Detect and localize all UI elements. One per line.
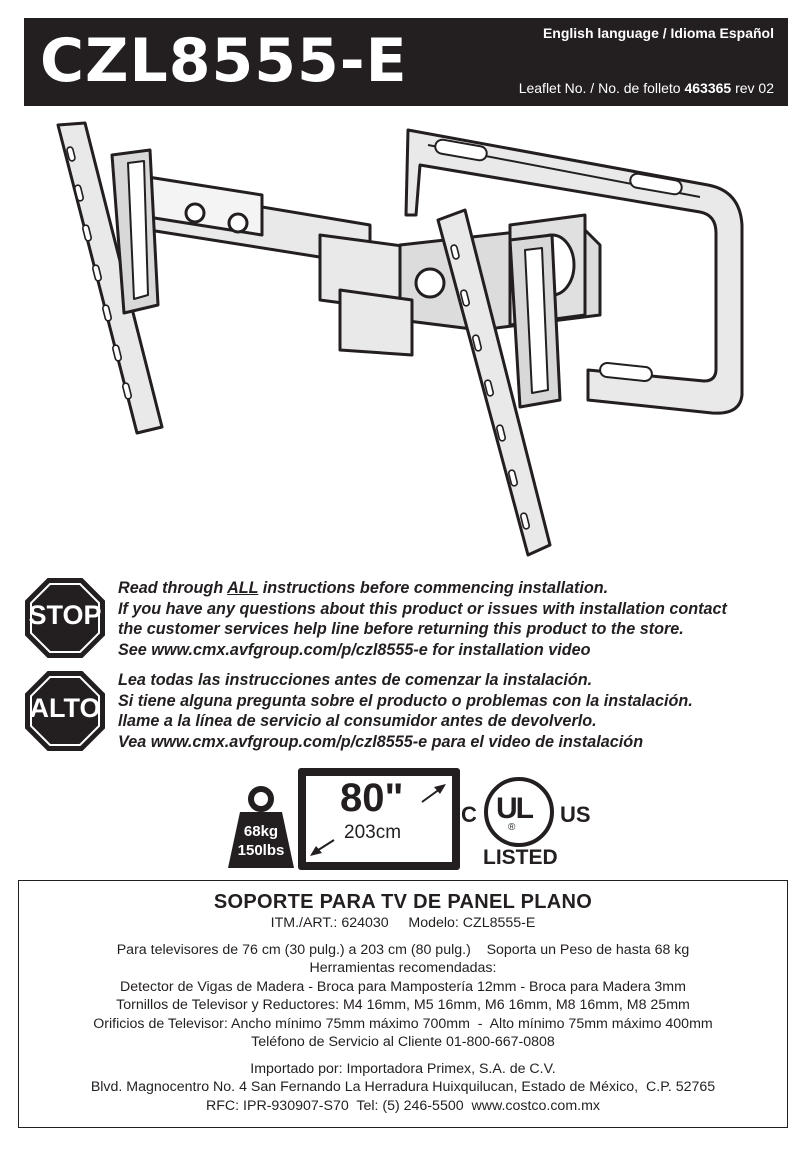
alto-sign-label: ALTO	[29, 693, 101, 723]
service-phone-line: Teléfono de Servicio al Cliente 01-800-667-0808	[251, 1034, 555, 1050]
spanish-line-2: Si tiene alguna pregunta sobre el producto o problemas con la instalación.	[118, 691, 693, 710]
english-instructions	[118, 578, 727, 660]
screen-size-cm: 203cm	[344, 822, 402, 843]
spanish-line-4: Vea www.cmx.avfgroup.com/p/czl8555-e para el video de instalación	[118, 732, 644, 751]
ul-mark-label: UL	[496, 792, 532, 825]
spanish-line-3: llame a la línea de servicio al consumidor antes de devolverlo.	[118, 712, 597, 730]
tools-line: Detector de Vigas de Madera - Broca para Mampostería 12mm - Broca para Madera 3mm	[120, 978, 686, 995]
stop-sign-label: STOP	[28, 600, 102, 630]
screen-size-inches: 80"	[340, 776, 404, 820]
header-band	[24, 18, 788, 106]
english-line-3: the customer services help line before returning this product to the store.	[118, 620, 684, 638]
weight-capacity	[226, 822, 296, 860]
full-motion-tv-wall-mount-illustration	[40, 115, 780, 565]
ul-us-label: US	[560, 802, 591, 827]
english-line-2: If you have any questions about this product or issues with installation contact	[118, 599, 727, 618]
tools-heading: Herramientas recomendadas:	[309, 960, 497, 976]
ul-listed-label: LISTED	[483, 846, 558, 869]
screws-line: Tornillos de Televisor y Reductores: M4 16mm, M5 16mm, M6 16mm, M8 16mm, M8 25mm	[116, 997, 690, 1013]
ul-c-label: C	[461, 802, 477, 827]
item-model-line: ITM./ART.: 624030 Modelo: CZL8555-E	[270, 915, 536, 931]
language-label: English language / Idioma Español	[542, 25, 774, 41]
leaflet-prefix: Leaflet No. / No. de folleto	[518, 80, 681, 96]
product-title: SOPORTE PARA TV DE PANEL PLANO	[213, 891, 593, 913]
spanish-line-1: Lea todas las instrucciones antes de comenzar la instalación.	[118, 671, 593, 689]
product-info-box	[18, 880, 788, 1128]
model-number: CZL8555-E	[40, 26, 408, 96]
diagonal-arrow-icon	[306, 776, 452, 862]
tv-holes-line: Orificios de Televisor: Ancho mínimo 75mm máximo 700mm - Alto mínimo 75mm máximo 400mm	[93, 1015, 713, 1032]
importer-contact-line: RFC: IPR-930907-S70 Tel: (5) 246-5500 www.costco.com.mx	[206, 1097, 600, 1114]
english-line-4: See www.cmx.avfgroup.com/p/czl8555-e for installation video	[118, 640, 591, 659]
size-weight-line: Para televisores de 76 cm (30 pulg.) a 203 cm (80 pulg.) Soporta un Peso de hasta 68 kg	[116, 941, 690, 958]
weight-lbs: 150lbs	[237, 842, 285, 859]
english-line-1: Read through ALL instructions before commencing installation.	[118, 579, 609, 597]
ul-registered-mark: ®	[508, 822, 516, 833]
leaflet-number	[519, 80, 774, 96]
spanish-instructions	[118, 670, 693, 752]
weight-kg: 68kg	[243, 823, 279, 840]
leaflet-id: 463365	[684, 80, 732, 96]
importer-address-line: Blvd. Magnocentro No. 4 San Fernando La Herradura Huixquilucan, Estado de México, C.P. 52765	[90, 1079, 716, 1095]
importer-line: Importado por: Importadora Primex, S.A. de C.V.	[250, 1060, 556, 1077]
leaflet-rev: rev 02	[735, 80, 774, 96]
